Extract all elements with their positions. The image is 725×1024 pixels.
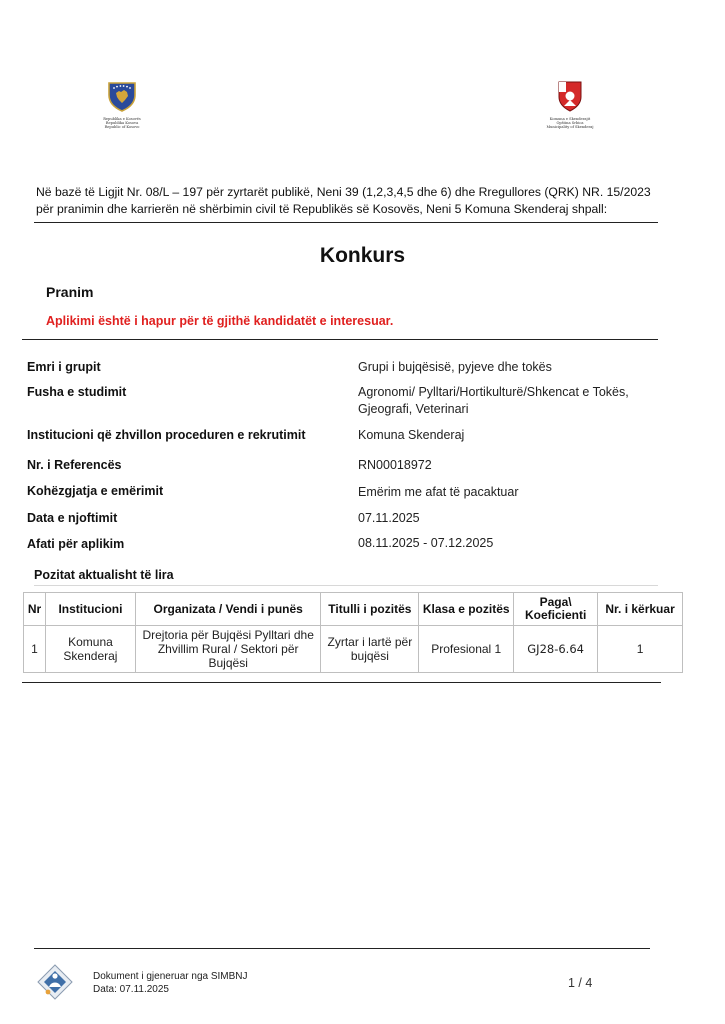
cell-institution: Komuna Skenderaj	[45, 626, 135, 673]
cell-position-title: Zyrtar i lartë për bujqësi	[321, 626, 419, 673]
left-logo-caption-2: Republika Kosova	[105, 121, 139, 125]
info-value-notice-date: 07.11.2025	[358, 511, 420, 525]
table-row	[24, 626, 683, 673]
title-divider	[22, 339, 658, 340]
positions-divider	[34, 585, 658, 586]
page-number: 1 / 4	[568, 976, 593, 990]
kosovo-shield-icon	[106, 80, 138, 112]
right-logo-caption-2: Opština Srbica	[556, 121, 584, 125]
info-label-recruiting-institution: Institucioni që zhvillon proceduren e rekrutimit	[27, 428, 306, 442]
column-header-position-class: Klasa e pozitës	[419, 593, 514, 626]
positions-section-title: Pozitat aktualisht të lira	[34, 568, 174, 582]
intro-divider	[34, 222, 658, 223]
column-header-salary-coefficient: Paga\ Koeficienti	[514, 593, 598, 626]
application-open-notice: Aplikimi është i hapur për të gjithë kandidatët e interesuar.	[46, 314, 394, 328]
info-value-reference-number: RN00018972	[358, 458, 432, 472]
footer-generated-label: Dokument i gjeneruar nga SIMBNJ	[93, 971, 248, 982]
page-title: Konkurs	[319, 244, 406, 267]
left-logo-caption-3: Republic of Kosovo	[104, 125, 140, 129]
cell-nr: 1	[24, 626, 46, 673]
intro-line-1: Në bazë të Ligjit Nr. 08/L – 197 për zyrtarët publikë, Neni 39 (1,2,3,4,5 dhe 6) dhe Rregullores (QRK) NR. 15/2023	[36, 185, 651, 199]
table-bottom-divider	[22, 682, 661, 683]
right-logo-caption-1: Komuna e Skenderajit	[549, 117, 591, 121]
info-label-appointment-duration: Kohëzgjatja e emërimit	[27, 484, 164, 498]
info-label-group-name: Emri i grupit	[27, 360, 101, 374]
column-header-organization: Organizata / Vendi i punës	[135, 593, 321, 626]
info-value-application-deadline: 08.11.2025 - 07.12.2025	[358, 536, 494, 550]
simbnj-diamond-icon	[36, 963, 74, 1001]
positions-table	[23, 592, 683, 673]
intro-line-2: për pranimin dhe karrierën në shërbimin civil të Republikës së Kosovës, Neni 5 Komuna Skenderaj shpall:	[36, 202, 608, 216]
page-subtitle: Pranim	[46, 284, 94, 300]
info-label-application-deadline: Afati për aplikim	[27, 537, 125, 551]
simbnj-logo	[36, 963, 74, 1001]
column-header-institution: Institucioni	[45, 593, 135, 626]
column-header-nr: Nr	[24, 593, 46, 626]
cell-salary-coefficient: GJ28-6.64	[514, 626, 598, 673]
cell-number-required: 1	[598, 626, 683, 673]
column-header-number-required: Nr. i kërkuar	[598, 593, 683, 626]
kosovo-coat-of-arms-logo	[100, 80, 144, 129]
left-logo-caption-1: Republika e Kosovës	[103, 117, 141, 121]
column-header-position-title: Titulli i pozitës	[321, 593, 419, 626]
skenderaj-shield-icon	[557, 80, 583, 112]
skenderaj-emblem-logo	[548, 80, 592, 129]
table-header-row	[24, 593, 683, 626]
footer-generated-info	[93, 970, 248, 996]
info-value-group-name: Grupi i bujqësisë, pyjeve dhe tokës	[358, 360, 552, 374]
footer-date: Data: 07.11.2025	[93, 984, 169, 995]
legal-basis-intro	[36, 184, 656, 218]
info-label-field-of-study: Fusha e studimit	[27, 385, 127, 399]
right-logo-caption-3: Municipality of Skenderaj	[546, 125, 594, 129]
info-value-field-of-study: Agronomi/ Pylltari/Hortikulturë/Shkencat e Tokës, Gjeografi, Veterinari	[358, 385, 629, 416]
info-value-recruiting-institution: Komuna Skenderaj	[358, 428, 465, 442]
info-label-notice-date: Data e njoftimit	[27, 511, 118, 525]
cell-organization: Drejtoria për Bujqësi Pylltari dhe Zhvillim Rural / Sektori për Bujqësi	[135, 626, 321, 673]
footer-divider	[34, 948, 650, 949]
info-value-appointment-duration: Emërim me afat të pacaktuar	[358, 485, 519, 499]
cell-position-class: Profesional 1	[419, 626, 514, 673]
info-label-reference-number: Nr. i Referencës	[27, 458, 122, 472]
